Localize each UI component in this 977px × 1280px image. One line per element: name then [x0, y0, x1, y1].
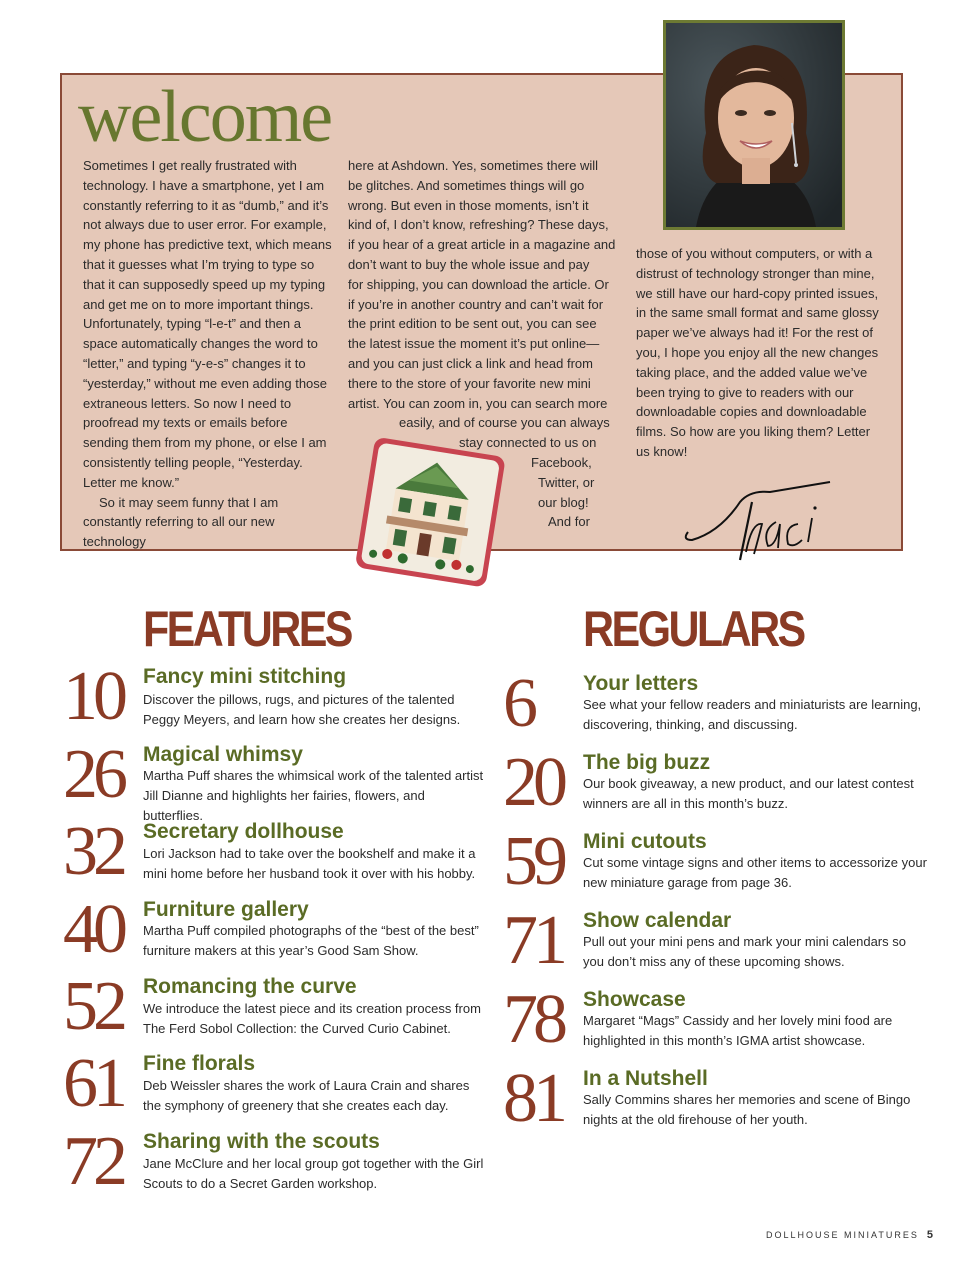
- article-title: Magical whimsy: [143, 743, 303, 766]
- regulars-heading: REGULARS: [583, 601, 804, 657]
- page-number: 81: [503, 1060, 563, 1137]
- welcome-title: welcome: [78, 76, 332, 158]
- features-heading: FEATURES: [143, 601, 351, 657]
- text-line: and you can just click a link and head from: [348, 355, 593, 371]
- article-description: We introduce the latest piece and its creation process from The Ferd Sobol Collection: the Curved Curio Cabinet.: [143, 1001, 481, 1036]
- article-description: See what your fellow readers and miniaturists are learning, discovering, thinking, and discussing.: [583, 697, 922, 732]
- page-number: 6: [503, 665, 533, 742]
- article-title: In a Nutshell: [583, 1067, 708, 1090]
- text-line: if you hear of a great article in a magazine and: [348, 237, 616, 253]
- article-description: Our book giveaway, a new product, and our latest contest winners are all in this month’s buzz.: [583, 776, 914, 811]
- article-title: Show calendar: [583, 909, 732, 932]
- page-number: 61: [63, 1045, 123, 1122]
- article-description: Pull out your mini pens and mark your mini calendars so you don’t miss any of these upcoming shows.: [583, 934, 906, 969]
- article-description: Martha Puff shares the whimsical work of the talented artist Jill Dianne and highlights her fairies, flowers, and butterflies.: [143, 768, 484, 823]
- page-number: 40: [63, 891, 123, 968]
- text-line: our blog!: [538, 494, 589, 510]
- page-number: 20: [503, 744, 563, 821]
- page-number: 10: [63, 658, 123, 735]
- text-line: stay connected to us on: [459, 435, 597, 451]
- article-title: Romancing the curve: [143, 975, 357, 998]
- page-number: 72: [63, 1123, 123, 1200]
- text-line: don’t want to buy the whole issue and pay: [348, 256, 590, 272]
- magazine-name: DOLLHOUSE MINIATURES: [766, 1230, 919, 1240]
- text-line: And for: [548, 514, 590, 530]
- article-description: Jane McClure and her local group got together with the Girl Scouts to do a Secret Garden workshop.: [143, 1156, 484, 1191]
- welcome-paragraph: those of you without computers, or with a distrust of technology stronger than mine, we still have our hard-copy printed issues, in the same small format and same glossy paper we’ve always had it! For the rest of you, I hope you enjoy all the new changes taking place, and the added value we’ve been trying to give to readers with our downloadable copies and downloadable films. So how are you liking them? Letter us know!: [636, 246, 879, 459]
- article-description: Deb Weissler shares the work of Laura Crain and shares the symphony of greenery that she creates each day.: [143, 1078, 470, 1113]
- text-line: if you’re in another country and can’t wait for: [348, 296, 604, 312]
- text-line: here at Ashdown. Yes, sometimes there will: [348, 158, 599, 173]
- page-number: 71: [503, 902, 563, 979]
- article-description: Margaret “Mags” Cassidy and her lovely mini food are highlighted in this month’s IGMA artist showcase.: [583, 1013, 893, 1048]
- text-line: easily, and of course you can always: [399, 415, 610, 431]
- text-line: there to the store of your favorite new mini: [348, 375, 591, 391]
- text-line: artist. You can zoom in, you can search more: [348, 395, 608, 411]
- article-title: Mini cutouts: [583, 830, 707, 853]
- article-title: Fancy mini stitching: [143, 665, 347, 688]
- page-number: 32: [63, 813, 123, 890]
- article-title: Secretary dollhouse: [143, 820, 344, 843]
- article-title: Your letters: [583, 672, 699, 695]
- welcome-paragraph: So it may seem funny that I am constantly referring to all our new technology: [83, 494, 279, 550]
- article-title: Furniture gallery: [143, 898, 309, 921]
- article-description: Martha Puff compiled photographs of the “best of the best” furniture makers at this year’s Good Sam Show.: [143, 923, 479, 958]
- needlepoint-pillow-image: [342, 432, 517, 597]
- article-description: Cut some vintage signs and other items to accessorize your new miniature garage from page 36.: [583, 855, 927, 890]
- article-description: Lori Jackson had to take over the bookshelf and make it a mini home before her husband took it over with his hobby.: [143, 846, 476, 881]
- article-title: The big buzz: [583, 751, 711, 774]
- welcome-text-column-1: [83, 156, 333, 552]
- article-description: Discover the pillows, rugs, and pictures of the talented Peggy Meyers, and learn how she creates her designs.: [143, 692, 461, 727]
- welcome-paragraph: Sometimes I get really frustrated with technology. I have a smartphone, yet I am constantly referring to it as “dumb,” and it’s not always due to user error. For example, my phone has predictive text, which means that it guesses what I’m trying to type so that it can supposedly speed up my typing and get me on to more important things. Unfortunately, typing “l-e-t” and then a space automatically changes the word to “letter,” and typing “y-e-s” changes it to “yesterday,” without me even adding those extraneous letters. So now I need to proofread my texts or emails before sending them from my phone, or else I am consistently telling people, “Yesterday. Letter me know.”: [83, 158, 332, 490]
- text-line: be glitches. And sometimes things will go: [348, 177, 585, 193]
- page-footer: [766, 1229, 933, 1241]
- article-title: Showcase: [583, 988, 686, 1011]
- article-description: Sally Commins shares her memories and scene of Bingo nights at the old firehouse of her youth.: [583, 1092, 911, 1127]
- text-line: Facebook,: [531, 454, 592, 470]
- editor-signature: [680, 462, 840, 562]
- welcome-text-column-3: [636, 244, 886, 462]
- page-number: 59: [503, 823, 563, 900]
- text-line: kind of, I don’t know, refreshing? These days,: [348, 217, 609, 233]
- text-line: wrong. But even in those moments, isn’t it: [348, 197, 589, 213]
- page-number: 78: [503, 981, 563, 1058]
- text-line: the latest issue the moment it’s put online—: [348, 336, 600, 352]
- page-number-footer: 5: [926, 1229, 933, 1241]
- text-line: Twitter, or: [538, 474, 595, 490]
- editor-photo: [663, 20, 845, 230]
- page-number: 26: [63, 736, 123, 813]
- article-title: Fine florals: [143, 1052, 256, 1075]
- text-line: for shipping, you can download the article. Or: [348, 276, 609, 292]
- text-line: the print edition to be sent out, you can see: [348, 316, 597, 332]
- page-number: 52: [63, 968, 123, 1045]
- article-title: Sharing with the scouts: [143, 1130, 380, 1153]
